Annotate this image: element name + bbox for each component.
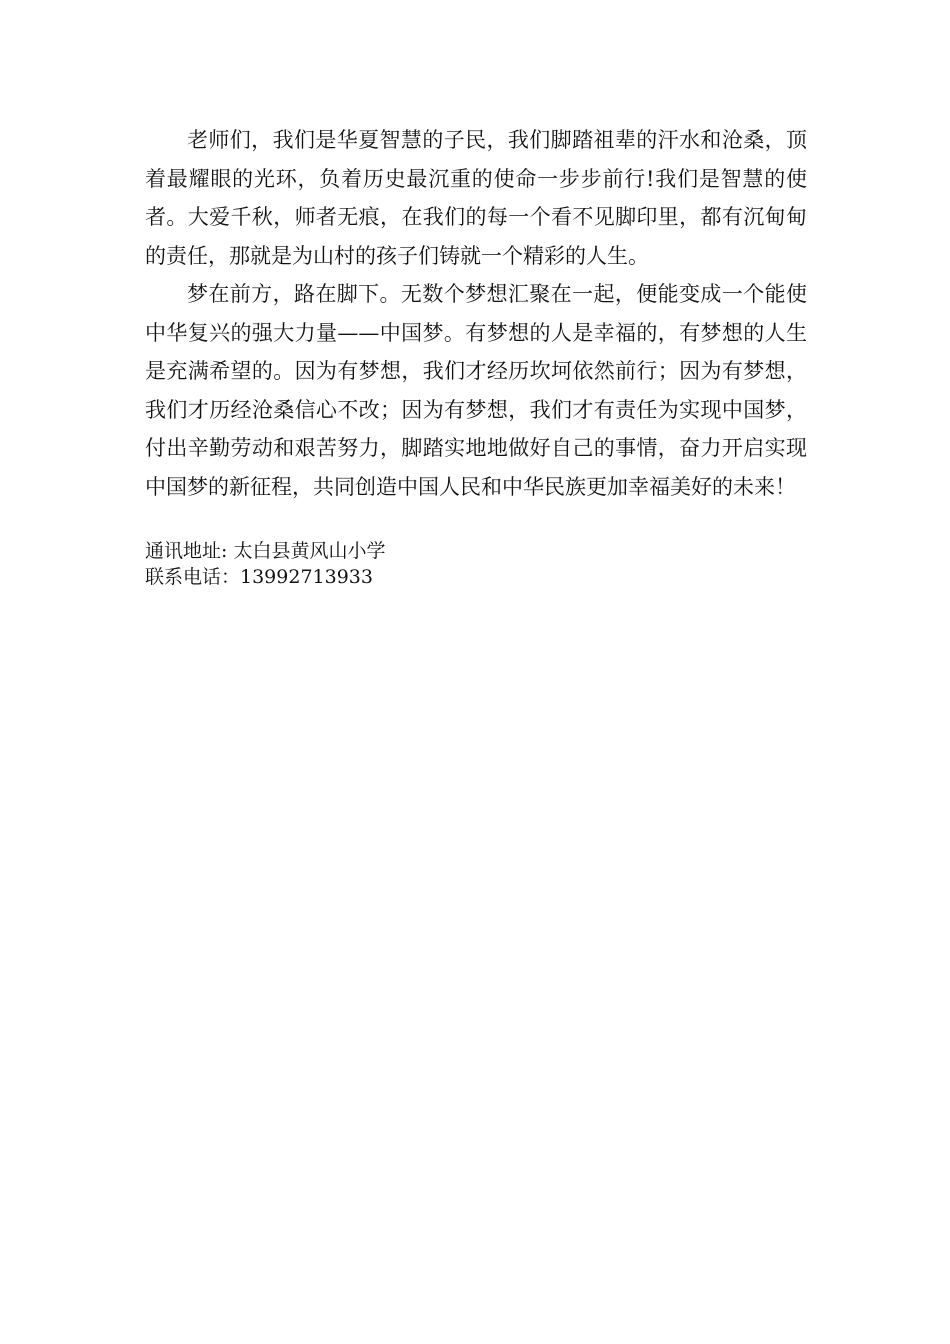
document-body: [145, 121, 807, 506]
contact-phone: 联系电话：13992713933: [145, 566, 373, 588]
paragraph-chinese-dream: 梦在前方，路在脚下。无数个梦想汇聚在一起，便能变成一个能使中华复兴的强大力量——中国梦。有梦想的人是幸福的，有梦想的人生是充满希望的。因为有梦想，我们才经历坎坷依然前行；因为有梦想，我们才历经沧桑信心不改；因为有梦想，我们才有责任为实现中国梦，付出辛勤劳动和艰苦努力，脚踏实地地做好自己的事情，奋力开启实现中国梦的新征程，共同创造中国人民和中华民族更加幸福美好的未来！: [145, 282, 807, 499]
contact-address: 通讯地址: 太白县黄风山小学: [145, 540, 386, 562]
paragraph-teachers-mission: 老师们，我们是华夏智慧的子民，我们脚踏祖辈的汗水和沧桑，顶着最耀眼的光环，负着历史最沉重的使命一步步前行!我们是智慧的使者。大爱千秋，师者无痕，在我们的每一个看不见脚印里，都有沉甸甸的责任，那就是为山村的孩子们铸就一个精彩的人生。: [145, 128, 807, 268]
contact-info: [145, 538, 807, 590]
